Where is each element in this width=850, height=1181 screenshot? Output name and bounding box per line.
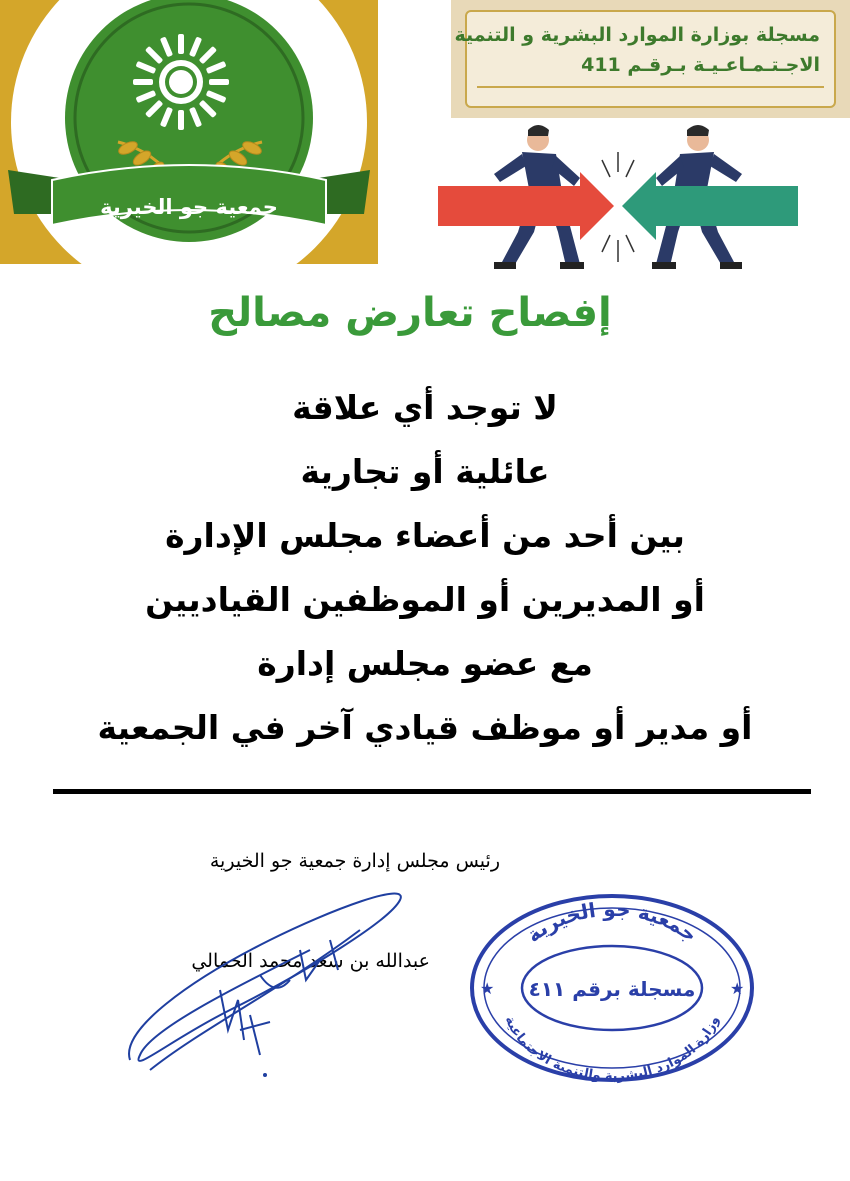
conflict-illustration: [430, 122, 806, 277]
official-stamp: [462, 888, 762, 1088]
statement-line: أو مدير أو موظف قيادي آخر في الجمعية: [97, 708, 753, 747]
signatory-name: عبدالله بن سعد محمد الحمالي: [191, 950, 430, 972]
statement-line: بين أحد من أعضاء مجلس الإدارة: [165, 516, 685, 555]
logo-banner-text: جمعية جو الخيرية: [100, 195, 278, 219]
registration-line-1: مسجلة بوزارة الموارد البشرية و التنمية: [454, 24, 820, 46]
sun-ray: [209, 79, 229, 85]
svg-text:وزارة الموارد البشرية والتنمية: [502, 1014, 723, 1084]
stamp-bottom-text: وزارة الموارد البشرية والتنمية الاجتماعية: [501, 1014, 723, 1085]
divider-line: [53, 789, 811, 794]
stamp-center-text: مسجلة برقم ٤١١: [528, 977, 696, 1001]
registration-plaque: [451, 0, 850, 118]
statement-line: عائلية أو تجارية: [300, 452, 550, 491]
statement-line: لا توجد أي علاقة: [292, 388, 558, 427]
signatory-title: رئيس مجلس إدارة جمعية جو الخيرية: [209, 850, 500, 872]
stamp-top-text: جمعية جو الخيرية: [521, 896, 703, 948]
sun-ray: [178, 110, 184, 130]
plaque-underline: [477, 86, 824, 88]
plaque-frame: [454, 10, 836, 108]
sun-ray: [178, 34, 184, 54]
statement-line: أو المديرين أو الموظفين القياديين: [145, 580, 705, 619]
page-title: إفصاح تعارض مصالح: [208, 290, 612, 336]
signature-icon: [110, 880, 440, 1080]
handwritten-signature: [110, 880, 440, 1080]
sun-ray: [133, 79, 153, 85]
registration-line-2: الاجـتـمـاعـيـة بـرقـم 411: [581, 54, 820, 76]
statement-line: مع عضو مجلس إدارة: [257, 644, 593, 683]
stamp-star-icon: ★: [480, 979, 495, 998]
logo-emblem-icon: [0, 0, 378, 264]
stamp-seal-icon: [462, 888, 762, 1088]
conflict-arrows-icon: [430, 122, 806, 277]
association-logo: [0, 0, 378, 264]
disclosure-statement: [0, 376, 850, 760]
stamp-star-icon: ★: [730, 979, 745, 998]
